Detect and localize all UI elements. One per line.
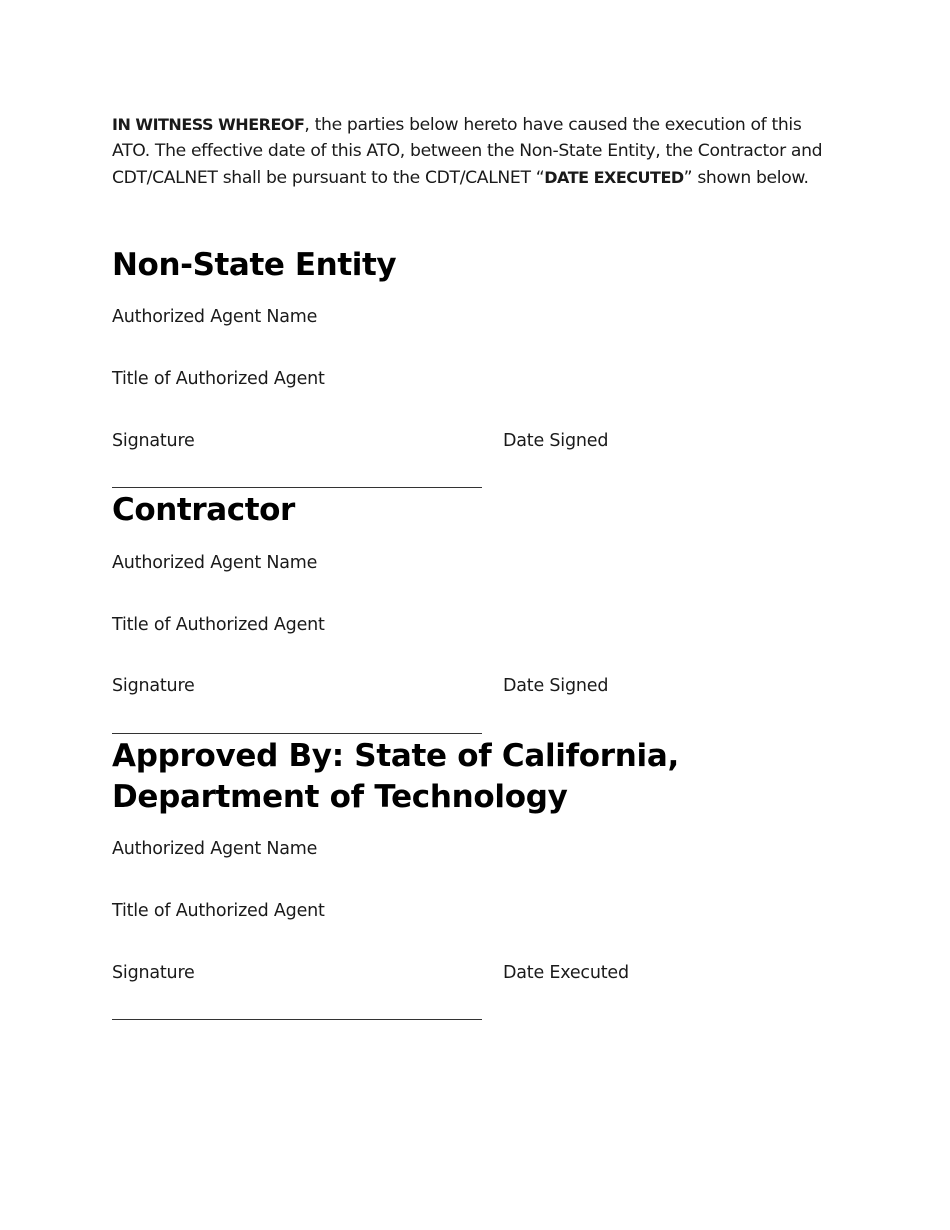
non-state-date-signed-label: Date Signed bbox=[503, 431, 609, 451]
contractor-date-signed-label: Date Signed bbox=[503, 676, 609, 696]
contractor-signature-line bbox=[112, 733, 482, 734]
intro-bold-date-executed: DATE EXECUTED bbox=[544, 167, 684, 187]
section-heading-approved-by: Approved By: State of California, Department of Technology bbox=[112, 738, 679, 815]
approver-signature-label: Signature bbox=[112, 963, 195, 983]
approver-signature-line bbox=[112, 1019, 482, 1020]
section-heading-contractor: Contractor bbox=[112, 492, 295, 528]
non-state-signature-line bbox=[112, 487, 482, 488]
approver-agent-name-label: Authorized Agent Name bbox=[112, 839, 318, 859]
intro-paragraph bbox=[112, 112, 824, 191]
intro-text-main: , the parties below hereto have caused the execution of this ATO. The effective date of this ATO, between the Non-State Entity, the Contractor and CDT/CALNET shall be pursuant to the CDT/CALNET “ bbox=[112, 115, 823, 188]
approver-date-executed-label: Date Executed bbox=[503, 963, 629, 983]
contractor-agent-name-label: Authorized Agent Name bbox=[112, 553, 318, 573]
non-state-signature-label: Signature bbox=[112, 431, 195, 451]
intro-text-end: ” shown below. bbox=[683, 167, 809, 188]
intro-bold-witness: IN WITNESS WHEREOF bbox=[112, 115, 305, 134]
non-state-agent-name-label: Authorized Agent Name bbox=[112, 307, 318, 327]
contractor-agent-title-label: Title of Authorized Agent bbox=[112, 615, 325, 635]
section-heading-non-state-entity: Non-State Entity bbox=[112, 247, 397, 283]
contractor-signature-label: Signature bbox=[112, 676, 195, 696]
approver-agent-title-label: Title of Authorized Agent bbox=[112, 901, 325, 921]
non-state-agent-title-label: Title of Authorized Agent bbox=[112, 369, 325, 389]
